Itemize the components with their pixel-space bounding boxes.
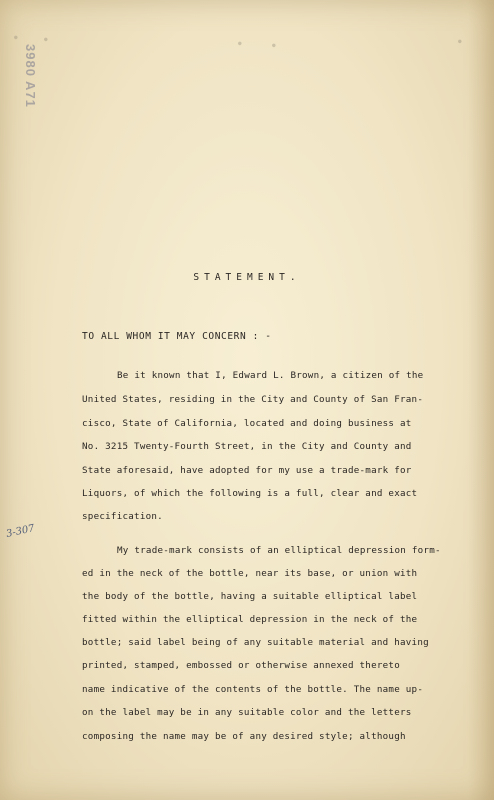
salutation-line: TO ALL WHOM IT MAY CONCERN : - <box>82 331 272 342</box>
paragraph-2-line-3: the body of the bottle, having a suitable elliptical label <box>82 591 418 602</box>
paper-speck: ● <box>458 38 462 45</box>
paragraph-1-line-2: United States, residing in the City and County of San Fran- <box>82 394 424 405</box>
paragraph-2-line-4: fitted within the elliptical depression in the neck of the <box>82 614 418 625</box>
paragraph-2-line-8: on the label may be in any suitable color and the letters <box>82 707 412 718</box>
paragraph-1-line-3: cisco, State of California, located and doing business at <box>82 418 412 429</box>
paper-speck: ● <box>44 36 48 43</box>
paper-speck: ● <box>14 34 18 41</box>
paragraph-2-line-1: My trade-mark consists of an elliptical depression form- <box>117 545 441 556</box>
paragraph-2-line-2: ed in the neck of the bottle, near its base, or union with <box>82 568 418 579</box>
paragraph-2-line-6: printed, stamped, embossed or otherwise annexed thereto <box>82 660 400 671</box>
paper-edge-shading <box>468 0 494 800</box>
statement-heading: STATEMENT. <box>193 272 301 283</box>
paragraph-1-line-5: State aforesaid, have adopted for my use a trade-mark for <box>82 465 412 476</box>
paragraph-2-line-9: composing the name may be of any desired style; although <box>82 731 406 742</box>
paragraph-1-line-4: No. 3215 Twenty-Fourth Street, in the City and County and <box>82 441 412 452</box>
paragraph-1-line-1: Be it known that I, Edward L. Brown, a citizen of the <box>117 370 424 381</box>
paper-speck: ● <box>238 40 242 47</box>
paragraph-2-line-5: bottle; said label being of any suitable material and having <box>82 637 429 648</box>
handwritten-side-note: 3-307 <box>5 523 36 540</box>
paragraph-1-line-6: Liquors, of which the following is a full, clear and exact <box>82 488 418 499</box>
paragraph-1-line-7: specification. <box>82 511 163 522</box>
paragraph-2-line-7: name indicative of the contents of the bottle. The name up- <box>82 684 424 695</box>
stamped-filing-number: 3980 A71 <box>23 44 38 108</box>
paper-speck: ● <box>272 42 276 49</box>
